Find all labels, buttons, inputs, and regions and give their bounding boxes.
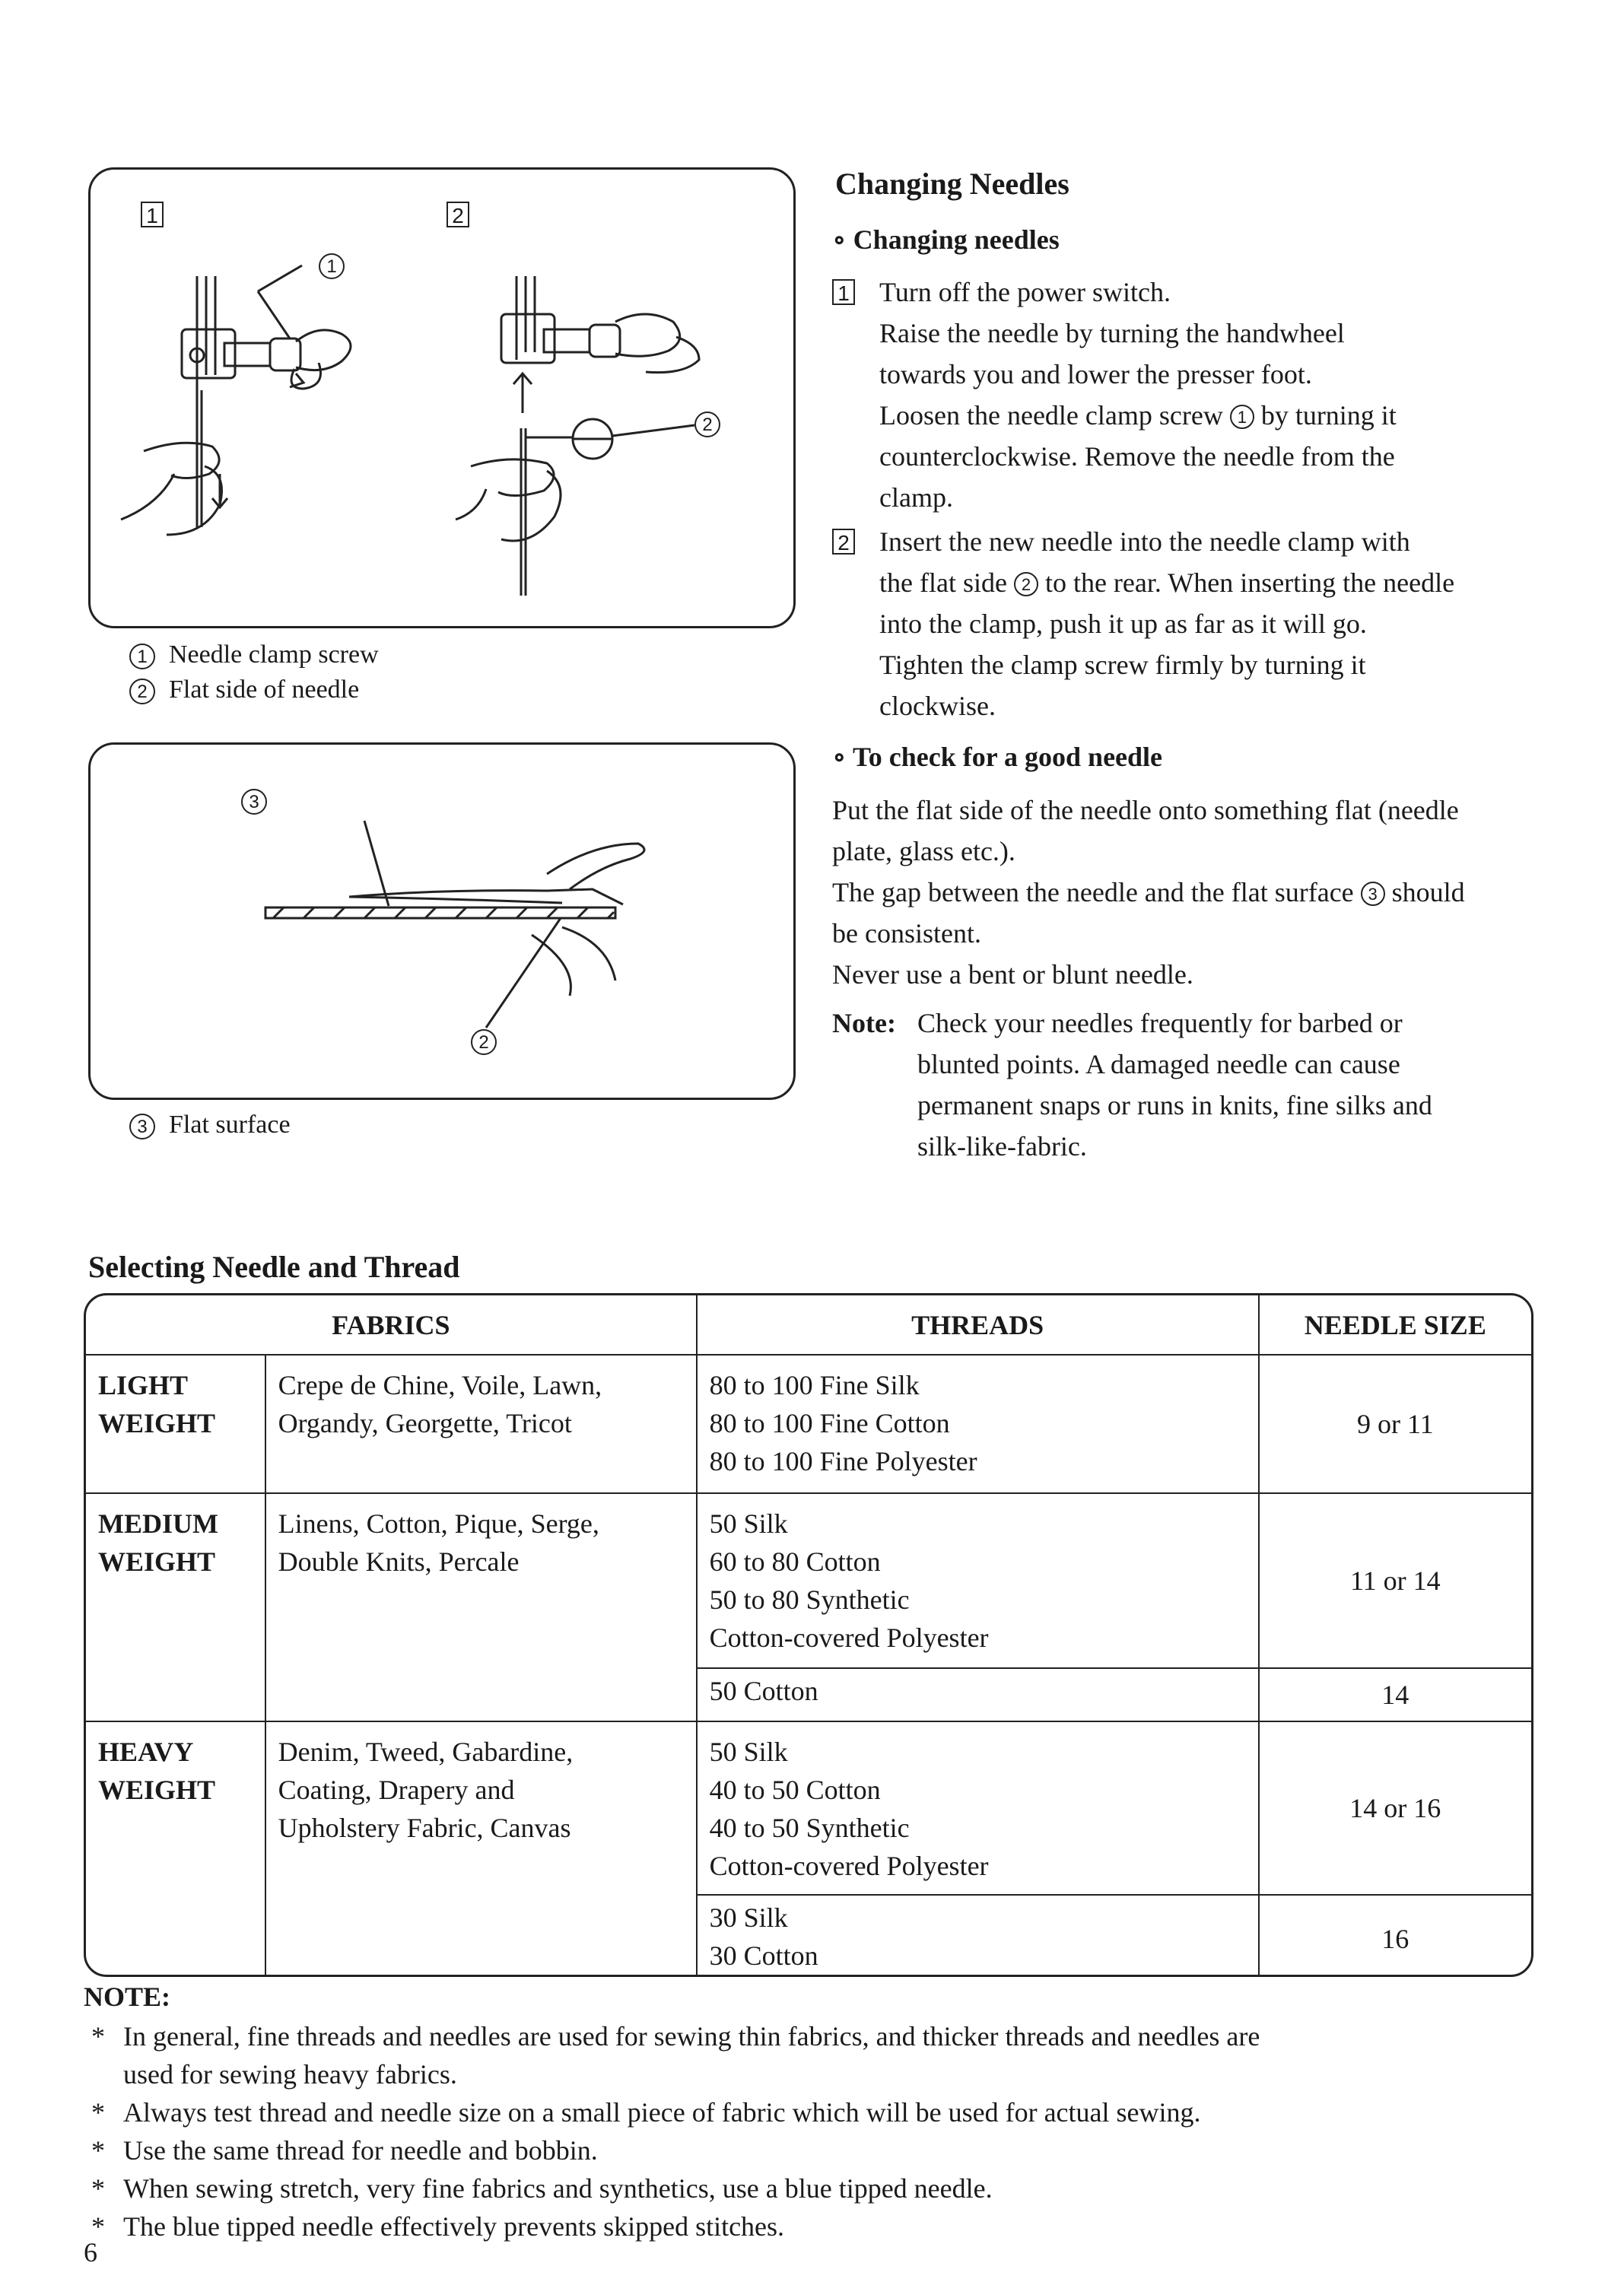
weight-cell: HEAVY WEIGHT <box>86 1721 265 1977</box>
note-list <box>84 2017 1529 2245</box>
callout-3: 3 <box>241 789 267 815</box>
section-title-selecting: Selecting Needle and Thread <box>88 1250 460 1284</box>
fabrics-cell: Crepe de Chine, Voile, Lawn, Organdy, Georgette, Tricot <box>265 1355 697 1493</box>
header-needle-size: NEEDLE SIZE <box>1259 1295 1531 1355</box>
flat-surface-illustration <box>91 745 793 1098</box>
header-threads: THREADS <box>697 1295 1259 1355</box>
threads-cell: 50 Silk 40 to 50 Cotton 40 to 50 Synthetic Cotton-covered Polyester <box>697 1721 1259 1895</box>
legend-item: 3 Flat surface <box>129 1108 291 1143</box>
needle-size-cell: 14 <box>1259 1668 1531 1721</box>
callout-1: 1 <box>319 253 345 279</box>
figure2-legend <box>129 1108 291 1143</box>
needle-size-cell: 16 <box>1259 1895 1531 1977</box>
needle-size-cell: 11 or 14 <box>1259 1493 1531 1668</box>
step-2: 2 Insert the new needle into the needle clamp with the flat side 2 to the rear. When inserting the needle into the clamp, push it up as far as it will go. Tighten the clamp screw firmly by turning it clockwise. <box>832 521 1594 726</box>
list-item: * The blue tipped needle effectively prevents skipped stitches. <box>91 2211 785 2242</box>
list-item: * In general, fine threads and needles are used for sewing thin fabrics, and thicker threads and needles are used for sewing heavy fabrics. <box>91 2021 1260 2090</box>
note-label: Note: <box>832 1008 896 1038</box>
step-1: 1 Turn off the power switch. Raise the needle by turning the handwheel towards you and lower the presser foot. Loosen the needle clamp screw 1 by turning it counterclockwise. Remove the needle from the clamp. <box>832 272 1594 518</box>
table-row <box>86 1721 1531 1895</box>
list-item: * Use the same thread for needle and bobbin. <box>91 2135 598 2166</box>
header-fabrics: FABRICS <box>86 1295 697 1355</box>
needle-clamp-illustration <box>91 170 793 626</box>
needle-thread-table <box>84 1293 1533 1977</box>
fabrics-cell: Denim, Tweed, Gabardine, Coating, Drapery and Upholstery Fabric, Canvas <box>265 1721 697 1977</box>
weight-cell: LIGHT WEIGHT <box>86 1355 265 1493</box>
list-item: * Always test thread and needle size on a small piece of fabric which will be used for actual sewing. <box>91 2097 1201 2128</box>
check-note: Note: Check your needles frequently for barbed or blunted points. A damaged needle can cause permanent snaps or runs in knits, fine silks and silk-like-fabric. <box>832 1003 1593 1167</box>
needle-size-cell: 14 or 16 <box>1259 1721 1531 1895</box>
legend-item: 2 Flat side of needle <box>129 672 379 707</box>
panel-1-number: 1 <box>141 202 164 227</box>
weight-cell: MEDIUM WEIGHT <box>86 1493 265 1721</box>
threads-cell: 80 to 100 Fine Silk 80 to 100 Fine Cotton 80 to 100 Fine Polyester <box>697 1355 1259 1493</box>
page-number: 6 <box>84 2237 97 2268</box>
note-heading: NOTE: <box>84 1982 171 2012</box>
fabrics-cell: Linens, Cotton, Pique, Serge, Double Knits, Percale <box>265 1493 697 1721</box>
list-item: * When sewing stretch, very fine fabrics and synthetics, use a blue tipped needle. <box>91 2173 993 2204</box>
subsection-check-needle: ∘ To check for a good needle <box>832 742 1163 772</box>
threads-cell: 50 Silk 60 to 80 Cotton 50 to 80 Synthetic Cotton-covered Polyester <box>697 1493 1259 1668</box>
check-paragraph: Put the flat side of the needle onto something flat (needle plate, glass etc.). The gap between the needle and the flat surface 3 should be consistent. Never use a bent or blunt needle. <box>832 795 1465 990</box>
threads-cell: 30 Silk 30 Cotton <box>697 1895 1259 1977</box>
subsection-changing-needles: ∘ Changing needles <box>832 224 1060 255</box>
threads-cell: 50 Cotton <box>697 1668 1259 1721</box>
legend-item: 1 Needle clamp screw <box>129 637 379 672</box>
needle-size-cell: 9 or 11 <box>1259 1355 1531 1493</box>
callout-2: 2 <box>471 1029 497 1055</box>
callout-2: 2 <box>694 412 720 437</box>
table-row <box>86 1493 1531 1668</box>
panel-2-number: 2 <box>447 202 469 227</box>
figure1-legend <box>129 637 379 707</box>
figure-changing-needle <box>88 167 796 628</box>
table-row <box>86 1355 1531 1493</box>
figure-flat-surface <box>88 742 796 1100</box>
section-title-changing-needles: Changing Needles <box>835 167 1069 201</box>
